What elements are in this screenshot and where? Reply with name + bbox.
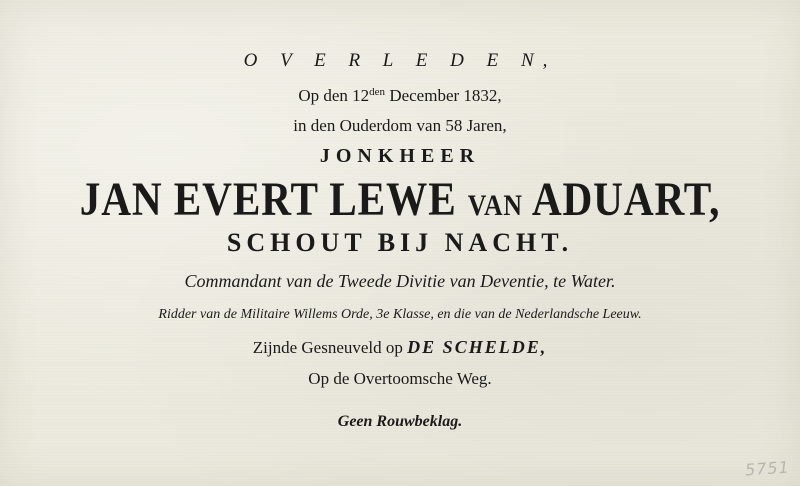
date-suffix: December 1832, bbox=[385, 86, 502, 105]
command-line: Commandant van de Tweede Divitie van Deventie, te Water. bbox=[184, 271, 616, 291]
name-part-3: ADUART, bbox=[522, 173, 721, 226]
heading-overleden: O V E R L E D E N, bbox=[243, 50, 557, 71]
fallen-prefix: Zijnde Gesneuveld op bbox=[252, 338, 408, 357]
fallen-place: DE SCHELDE, bbox=[407, 337, 548, 357]
age-line: in den Ouderdom van 58 Jaren, bbox=[293, 116, 507, 135]
rank-line: SCHOUT BIJ NACHT. bbox=[226, 228, 574, 257]
title-jonkheer: JONKHEER bbox=[319, 145, 481, 167]
date-prefix: Op den 12 bbox=[298, 86, 370, 105]
name-part-1: JAN EVERT LEWE bbox=[79, 173, 468, 226]
date-line bbox=[0, 86, 800, 106]
closing-line: Geen Rouwbeklag. bbox=[337, 413, 463, 430]
deceased-name bbox=[56, 172, 744, 227]
address-line: Op de Overtoomsche Weg. bbox=[308, 369, 492, 388]
fallen-line bbox=[0, 337, 800, 358]
name-part-2: VAN bbox=[467, 189, 523, 222]
orders-line: Ridder van de Militaire Willems Orde, 3e Klasse, en die van de Nederlandsche Leeuw. bbox=[158, 307, 642, 322]
date-superscript: den bbox=[369, 86, 386, 98]
pencil-margin-note: 5751 bbox=[744, 457, 791, 480]
